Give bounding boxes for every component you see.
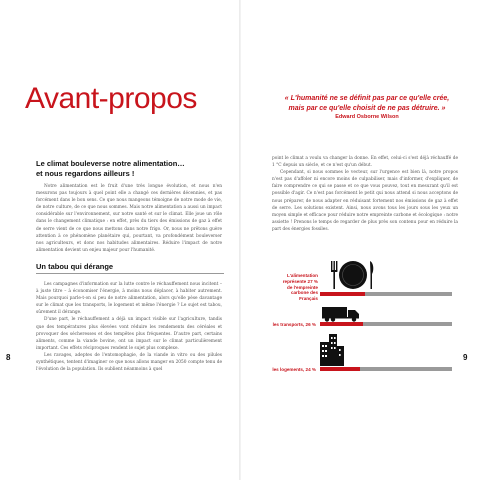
right-body — [272, 155, 458, 233]
stat-bar-transport — [320, 322, 452, 326]
stat-bar-fill — [320, 322, 363, 326]
body-paragraph: Cependant, si nous sommes le vecteur, sur l'urgence est bien là, notre propos n'est pas d'affoler ni encore moins de culpabiliser, mais d'informer, d'expliquer, de faire comprendre ce qui se passe et ce que vous pouvez, tout en mesurant qu'il est possible d'agir. Ce n'est pas forcément le petit qui nous attend si nous acceptons de nous préparer, de nous adapter en réduisant fortement nos émissions de gaz à effet de serre. Les solutions existent. Ainsi, nous avons tous les jours sous les yeux un moyen simple et efficace pour réduire notre empreinte carbone et écologique : notre assiette ! Prenons le temps de regarder de plus près son contenu pour en réduire la part des énergies fossiles. — [272, 170, 458, 232]
stat-label-transport: les transports, 26 % — [272, 322, 316, 327]
body-paragraph: Notre alimentation est le fruit d'une très longue évolution, et nous n'en mesurons pas toujours à quel point elle a changé ces dernières décennies, et pas forcément dans le bon sens. Ce que nous mangeons témoigne de notre mode de vie, de notre culture, de ce que nous sommes. Mais notre alimentation a aussi un impact considérable sur l'environnement, sur notre santé et sur le climat. Elle joue un rôle dans le changement climatique : en effet, près du tiers des émissions de gaz à effet de serre vient de ce que nous mettons dans notre frigo. Or, nous ne prêtons guère attention à ce phénomène planétaire qui, pourtant, va profondément bouleverser nos agriculteurs, et donc nos habitudes alimentaires. Réduire l'impact de notre alimentation devient un enjeu majeur pour l'humanité. — [36, 184, 222, 253]
stat-label-housing: les logements, 24 % — [272, 367, 316, 372]
stat-bar-fill — [320, 292, 365, 296]
page-number-left: 8 — [6, 353, 11, 362]
epigraph-quote — [272, 94, 462, 114]
chapter-title: Avant-propos — [25, 82, 197, 115]
quote-line-2: mais par ce qu'elle choisit de ne pas détruire. » — [288, 105, 446, 112]
body-paragraph: D'une part, le réchauffement a déjà un impact visible sur l'agriculture, tandis que des températures plus élevées vont réduire les rendements des céréales et provoquer des sécheresses et des tempêtes plus fréquentes. D'autre part, certains aliments, comme la viande bovine, ont un impact sur le climat particulièrement important. Ces effets réciproques rendent le sujet plus complexe. — [36, 317, 222, 351]
page-gutter — [239, 0, 241, 480]
body-paragraph: Les campagnes d'information sur la lutte contre le réchauffement nous incitent – à juste titre – à économiser l'énergie, à moins nous déplacer, à habiter autrement. Mais pourquoi parle-t-on si peu de notre alimentation, alors qu'elle pèse davantage sur le climat que les transports, le logement et même l'énergie ? Le sujet est tabou, sûrement il dérange. — [36, 282, 222, 316]
stat-bar-food — [320, 292, 452, 296]
section2-body — [36, 281, 222, 373]
stat-bar-fill — [320, 367, 360, 371]
plate-cutlery-icon — [328, 259, 378, 291]
section-heading-climate — [36, 159, 236, 179]
body-paragraph: point le climat a voulu va changer la donne. En effet, celui-ci s'est déjà réchauffé de 1 °C depuis un siècle, et ce n'est qu'un début. — [272, 156, 458, 169]
section1-body — [36, 183, 222, 254]
stat-label-food: L'alimentation représente 27 % de l'empreinte carbone des Français — [282, 273, 318, 302]
quote-author: Edward Osborne Wilson — [335, 114, 399, 120]
heading-line-1: Le climat bouleverse notre alimentation… — [36, 159, 185, 168]
stat-bar-housing — [320, 367, 452, 371]
quote-line-1: « L'humanité ne se définit pas par ce qu'elle crée, — [284, 95, 450, 102]
page-number-right: 9 — [463, 353, 468, 362]
section-heading-taboo: Un tabou qui dérange — [36, 262, 236, 272]
buildings-icon — [320, 334, 344, 366]
truck-icon — [322, 306, 362, 322]
body-paragraph: Les ravages, adeptes de l'entomophagie, de la viande in vitro ou des pilules synthétiques, tentent d'imaginer ce que nous allons manger en 2050 compte tenu de l'évolution de la population. Ils oublient néanmoins à quel — [36, 352, 222, 373]
heading-line-2: et nous regardons ailleurs ! — [36, 169, 135, 178]
